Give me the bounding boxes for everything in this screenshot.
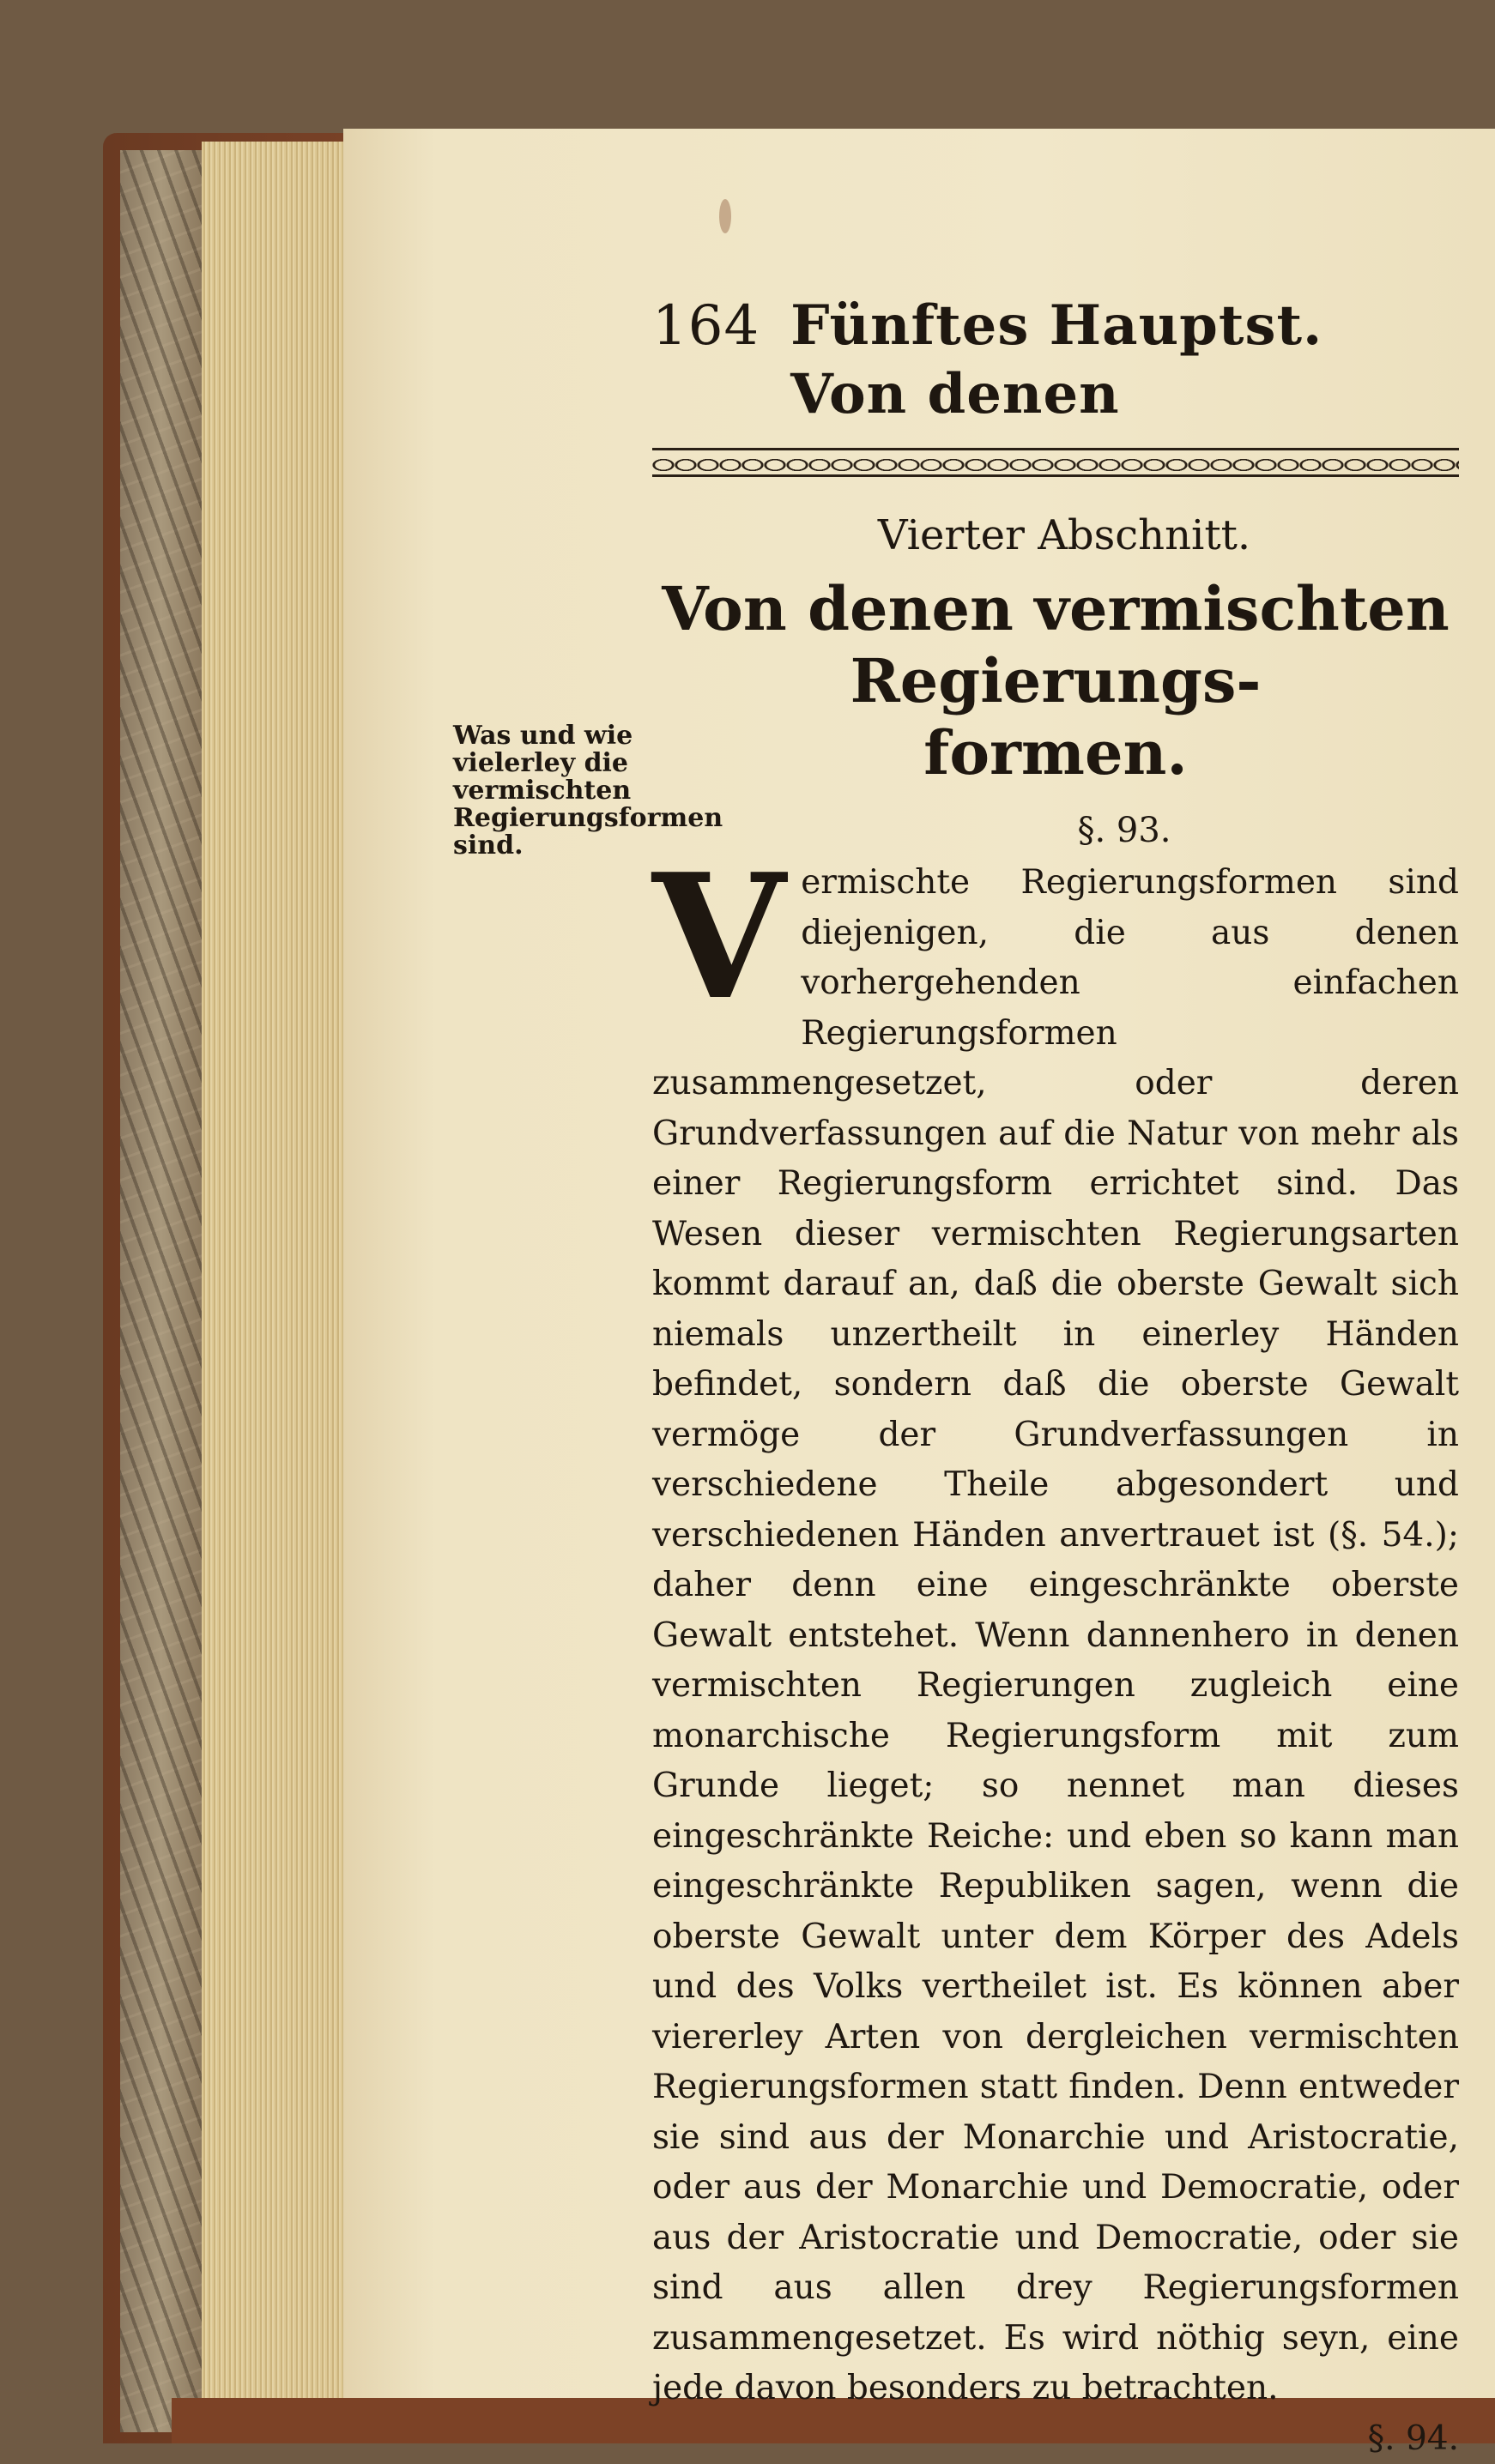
margin-note: Was und wie vielerley die vermischten Regierungsformen sind. <box>453 721 723 861</box>
page-content <box>652 292 1459 2464</box>
paper-stain <box>719 199 731 233</box>
running-head <box>652 292 1459 429</box>
paragraph-number: §. 93. <box>1077 811 1171 850</box>
chapter-title-line1: Von denen vermischten Regierungs- <box>662 573 1450 716</box>
running-title: Fünftes Hauptst. Von denen <box>790 293 1323 426</box>
page-number: 164 <box>652 294 760 358</box>
body-text: ermischte Regierungsformen sind diejenigen, die aus denen vorhergehenden einfachen Regierungsformen zusammengesetzet, oder deren Grundverfassungen auf die Natur von mehr als einer Regierungsform errichtet sind. Das Wesen dieser vermischten Regierungsarten kommt darauf an, daß die oberste Gewalt sich niemals unzertheilt in einerley Händen befindet, sondern daß die oberste Gewalt vermöge der Grundverfassungen in verschiedene Theile abgesondert und verschiedenen Händen anvertrauet ist (§. 54.); daher denn eine eingeschränkte oberste Gewalt entstehet. Wenn dannenhero in denen vermischten Regierungen zugleich eine monarchische Regierungsform mit zum Grunde lieget; so nennet man dieses eingeschränkte Reiche: und eben so kann man eingeschränkte Republiken sagen, wenn die oberste Gewalt unter dem Körper des Adels und des Volks vertheilet ist. Es können aber viererley Arten von dergleichen vermischten Regierungsformen statt finden. Denn entweder sie sind aus der Monarchie und Aristocratie, oder aus der Monarchie und Democratie, oder aus der Aristocratie und Democratie, oder sie sind aus allen drey Regierungsformen zusammengesetzet. Es wird nöthig seyn, eine jede davon besonders zu betrachten. <box>652 863 1459 2407</box>
chapter-title <box>652 573 1459 789</box>
page-footer <box>652 2414 1459 2464</box>
chapter-title-line2: formen. <box>923 717 1188 788</box>
body-paragraph <box>652 836 1459 2414</box>
section-label: Vierter Abschnitt. <box>877 511 1251 559</box>
drop-cap: V <box>652 836 786 1038</box>
catchword: §. 94. <box>1367 2419 1459 2458</box>
marbled-board <box>120 150 202 2432</box>
ornamental-rule <box>652 448 1459 477</box>
